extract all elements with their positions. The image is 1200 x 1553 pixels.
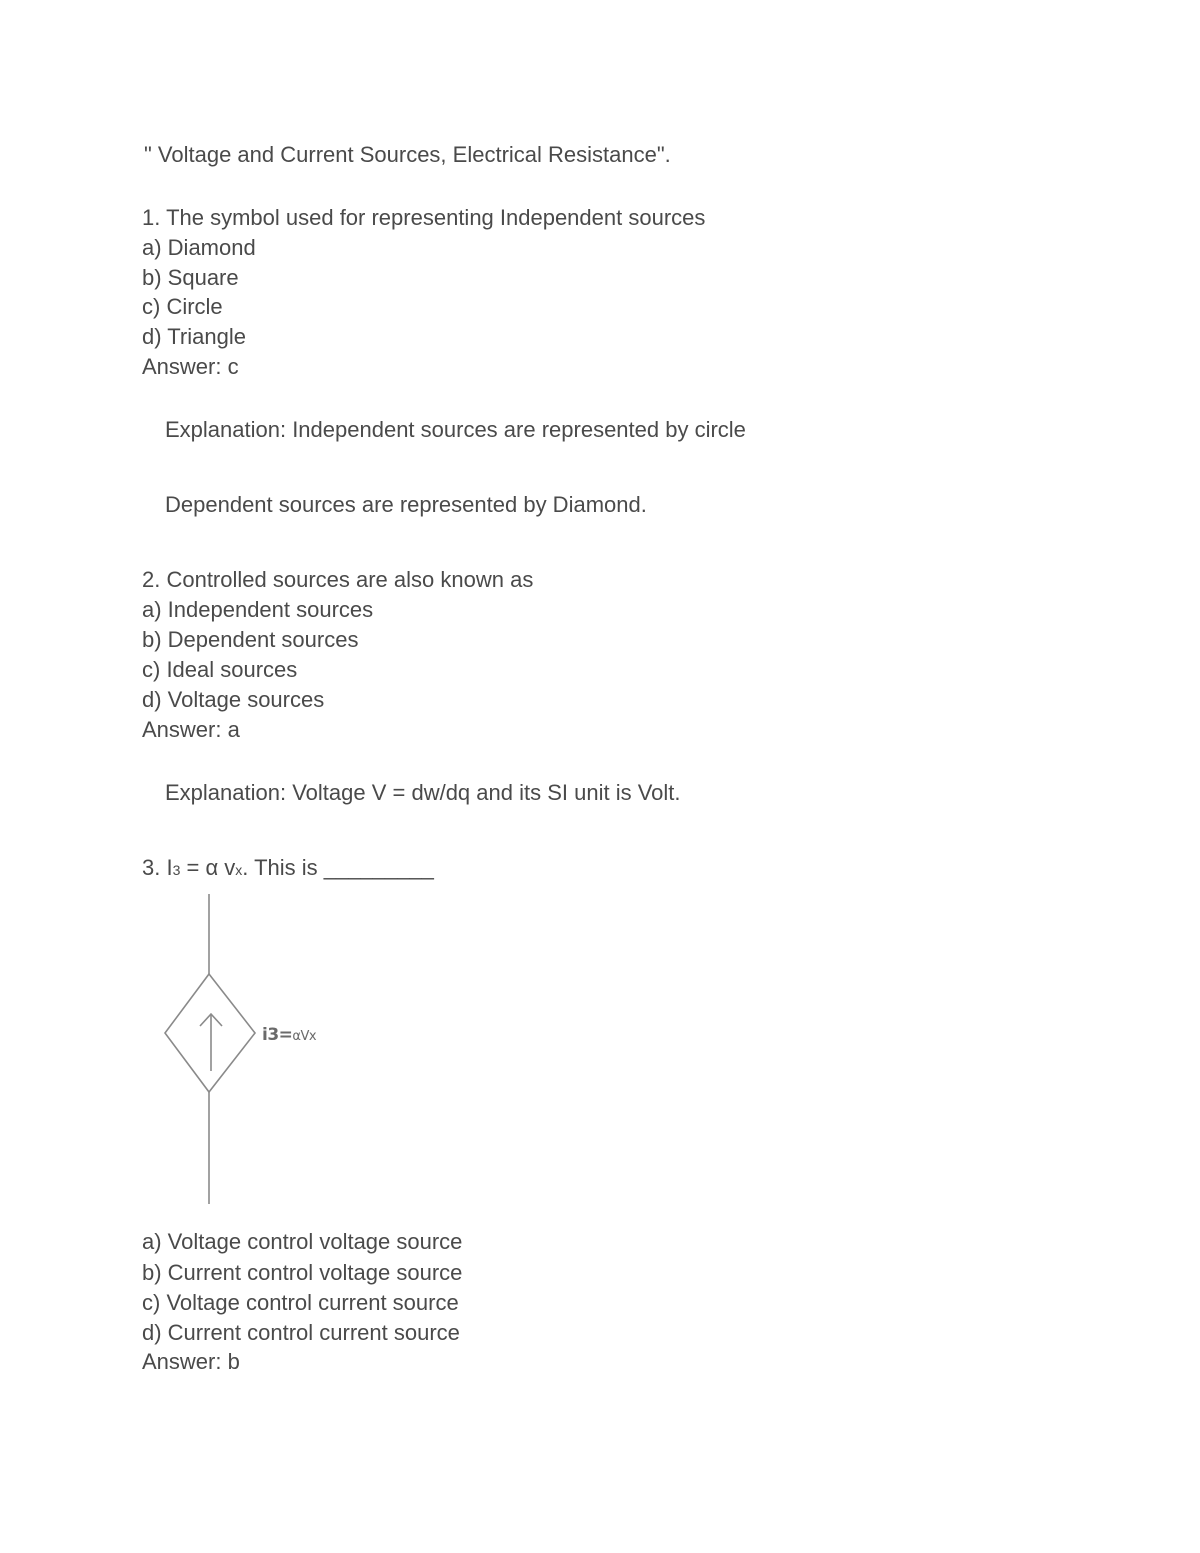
question-2: 2. Controlled sources are also known as: [142, 567, 534, 592]
q2-answer: Answer: a: [142, 717, 240, 742]
q3-prefix: 3. I: [142, 855, 173, 880]
q1-option-a: a) Diamond: [142, 235, 256, 260]
q1-option-c: c) Circle: [142, 294, 223, 319]
q1-answer: Answer: c: [142, 354, 239, 379]
question-1: 1. The symbol used for representing Independent sources: [142, 205, 706, 230]
q2-option-a: a) Independent sources: [142, 597, 374, 622]
q3-subscript-3: 3: [172, 862, 181, 878]
q3-subscript-x: x: [235, 862, 243, 878]
q2-explanation: Explanation: Voltage V = dw/dq and its SI unit is Volt.: [165, 780, 681, 805]
document-title: " Voltage and Current Sources, Electrical Resistance".: [144, 142, 671, 167]
q1-explanation: Explanation: Independent sources are represented by circle: [165, 417, 746, 442]
q3-option-c: c) Voltage control current source: [142, 1290, 459, 1315]
q1-option-d: d) Triangle: [142, 324, 246, 349]
diamond-source-symbol: [165, 974, 255, 1092]
q3-suffix: . This is _________: [242, 855, 434, 880]
q2-option-b: b) Dependent sources: [142, 627, 359, 652]
q1-explanation-continued: Dependent sources are represented by Diamond.: [165, 492, 647, 517]
q3-option-b: b) Current control voltage source: [142, 1260, 463, 1285]
source-label-rest: αVx: [292, 1029, 317, 1044]
q3-option-d: d) Current control current source: [142, 1320, 460, 1345]
q1-option-b: b) Square: [142, 265, 239, 290]
q3-middle: = α v: [180, 855, 236, 880]
q2-option-d: d) Voltage sources: [142, 687, 325, 712]
source-label-main: i3=: [262, 1025, 293, 1045]
dependent-current-source-diagram: [150, 890, 350, 1210]
question-3: [142, 855, 434, 881]
q3-option-a: a) Voltage control voltage source: [142, 1229, 463, 1254]
q3-answer: Answer: b: [142, 1349, 240, 1374]
q2-option-c: c) Ideal sources: [142, 657, 298, 682]
source-label: [262, 1025, 316, 1045]
